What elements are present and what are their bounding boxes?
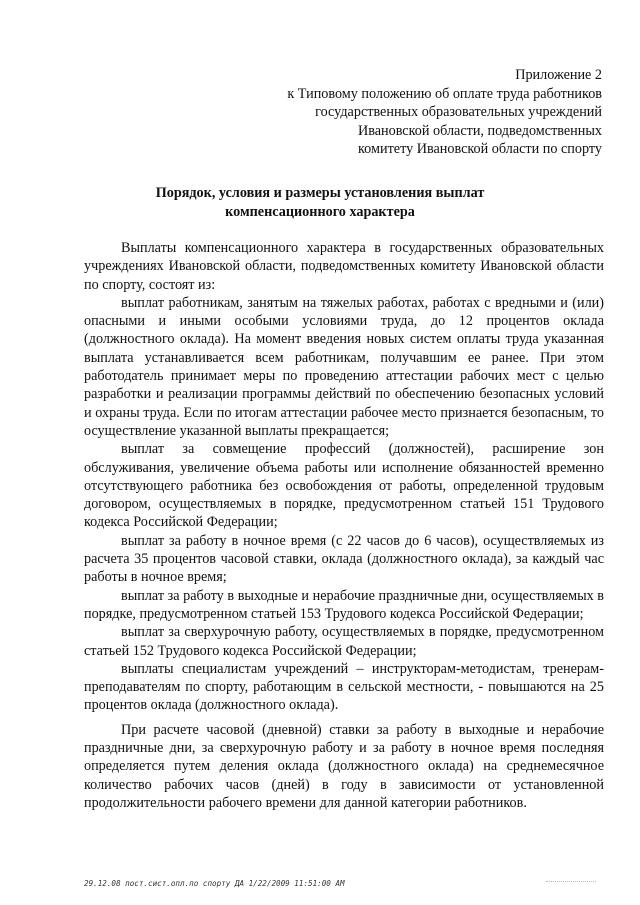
paragraph-intro: Выплаты компенсационного характера в государственных образовательных учреждениях Ивановской области, подведомственных комитету Ивановской области по спорту, состоят из: xyxy=(84,240,604,293)
document-body xyxy=(84,239,604,812)
appendix-line: государственных образовательных учреждений xyxy=(315,104,602,121)
paragraph-rate-calculation: При расчете часовой (дневной) ставки за работу в выходные и нерабочие праздничные дни, за сверхурочную работу и за работу в ночное время последняя определяется путем деления оклада (должностного оклада) на среднемесячное количество рабочих часов (дней) в году в зависимости от установленной продолжительности рабочего времени для данной категории работников. xyxy=(84,721,604,811)
appendix-line: комитету Ивановской области по спорту xyxy=(358,141,602,158)
paragraph-night-payment: выплат за работу в ночное время (с 22 часов до 6 часов), осуществляемых из расчета 35 процентов часовой ставки, оклада (должностного оклада), за каждый час работы в ночное время; xyxy=(84,532,604,586)
paragraph-holiday-payment: выплат за работу в выходные и нерабочие праздничные дни, осуществляемых в порядке, предусмотренном статьей 153 Трудового кодекса Российской Федерации; xyxy=(84,587,604,622)
paragraph-rural-increase: выплаты специалистам учреждений – инструкторам-методистам, тренерам-преподавателям по спорту, работающим в сельской местности, - повышаются на 25 процентов оклада (должностного оклада). xyxy=(84,660,604,714)
appendix-line: к Типовому положению об оплате труда работников xyxy=(287,85,602,102)
title-line-2: компенсационного характера xyxy=(225,204,415,220)
paragraph-hazard-payment: выплат работникам, занятым на тяжелых работах, работах с вредными и (или) опасными и иными особыми условиями труда, до 12 процентов оклада (должностного оклада). На момент введения новых систем оплаты труда указанная выплата устанавливается всем работникам, получавшим ее ранее. При этом работодатель принимает меры по проведению аттестации рабочих мест с целью разработки и реализации программы действий по обеспечению безопасных условий и охраны труда. Если по итогам аттестации рабочее место признается безопасным, то осуществление указанной выплаты прекращается; xyxy=(84,294,604,439)
scan-artifact xyxy=(546,881,596,883)
appendix-line: Ивановской области, подведомственных xyxy=(357,122,602,139)
document-title xyxy=(0,184,640,222)
title-line-1: Порядок, условия и размеры установления выплат xyxy=(155,185,485,201)
paragraph-combination-payment: выплат за совмещение профессий (должностей), расширение зон обслуживания, увеличение объема работы или исполнение обязанностей временно отсутствующего работника без освобождения от работы, определенной трудовым договором, осуществляемых в порядке, предусмотренном статьей 151 Трудового кодекса Российской Федерации; xyxy=(84,441,604,531)
file-footer: 29.12.08 пост.сист.опл.по спорту ДА 1/22/2009 11:51:00 AM xyxy=(84,879,345,888)
paragraph-overtime-payment: выплат за сверхурочную работу, осуществляемых в порядке, предусмотренном статьей 152 Трудового кодекса Российской Федерации; xyxy=(84,624,604,659)
appendix-line: Приложение 2 xyxy=(515,67,602,83)
appendix-header xyxy=(287,66,602,159)
